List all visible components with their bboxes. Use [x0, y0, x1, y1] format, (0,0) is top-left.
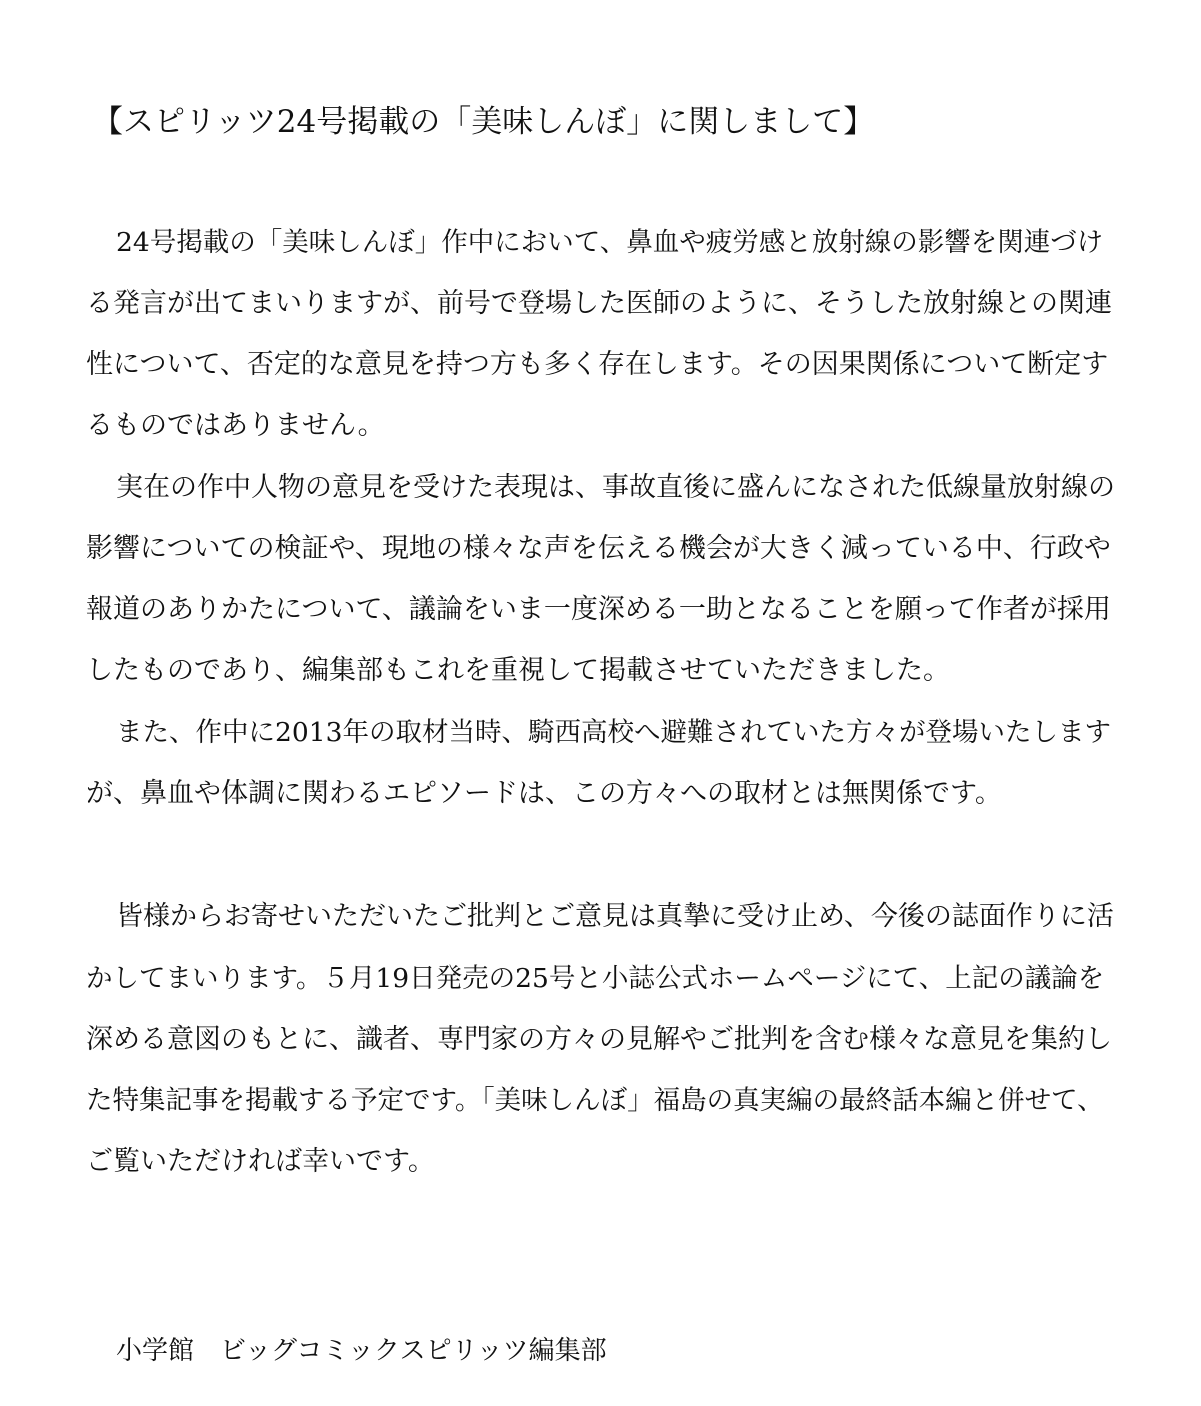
paragraph-line: 影響についての検証や、現地の様々な声を伝える機会が大きく減っている中、行政や — [86, 533, 1111, 564]
page-title: 【スピリッツ24号掲載の「美味しんぼ」に関しまして】 — [92, 104, 875, 140]
paragraph-line: 性について、否定的な意見を持つ方も多く存在します。その因果関係について断定す — [86, 349, 1109, 380]
paragraph-line: る発言が出てまいりますが、前号で登場した医師のように、そうした放射線との関連 — [86, 288, 1112, 319]
paragraph-line: 24号掲載の「美味しんぼ」作中において、鼻血や疲労感と放射線の影響を関連づけ — [116, 227, 1104, 258]
paragraph-line: また、作中に2013年の取材当時、騎西高校へ避難されていた方々が登場いたします — [116, 717, 1111, 748]
signature: 小学館 ビッグコミックスピリッツ編集部 — [116, 1336, 607, 1366]
paragraph-line: ご覧いただければ幸いです。 — [86, 1146, 435, 1177]
paragraph-line: 実在の作中人物の意見を受けた表現は、事故直後に盛んになされた低線量放射線の — [116, 472, 1115, 503]
paragraph-line: 深める意図のもとに、識者、専門家の方々の見解やご批判を含む様々な意見を集約し — [86, 1024, 1112, 1055]
paragraph-line: かしてまいります。５月19日発売の25号と小誌公式ホームページにて、上記の議論を — [86, 963, 1105, 994]
paragraph-line: た特集記事を掲載する予定です。「美味しんぼ」福島の真実編の最終話本編と併せて、 — [86, 1085, 1104, 1116]
paragraph-line: が、鼻血や体調に関わるエピソードは、この方々への取材とは無関係です。 — [86, 778, 1002, 809]
paragraph-line: るものではありません。 — [86, 410, 385, 441]
paragraph-line: したものであり、編集部もこれを重視して掲載させていただきました。 — [86, 655, 950, 686]
paragraph-line: 報道のありかたについて、議論をいま一度深める一助となることを願って作者が採用 — [86, 594, 1111, 625]
paragraph-line: 皆様からお寄せいただいたご批判とご意見は真摯に受け止め、今後の誌面作りに活 — [116, 901, 1114, 932]
